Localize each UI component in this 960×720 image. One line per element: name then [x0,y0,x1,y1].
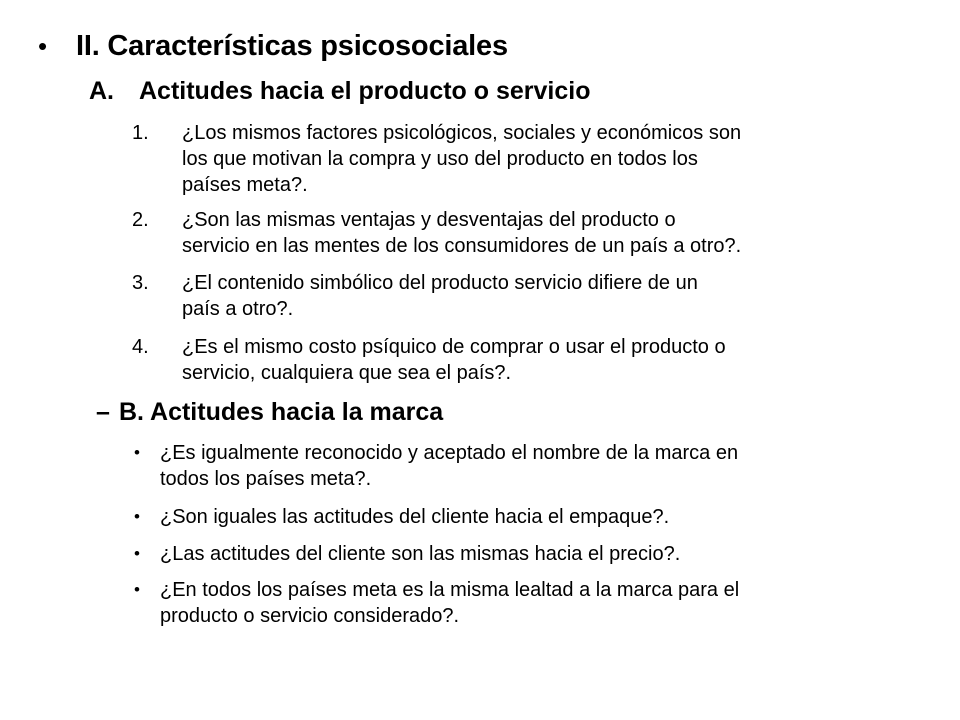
item-number: 3. [132,272,149,294]
bullet-text [160,577,932,629]
bullet-line: producto o servicio considerado?. [160,605,460,627]
bullet-item-1 [132,440,932,492]
section-b-title: B. Actitudes hacia la marca [119,398,444,426]
bullet-text [160,440,932,492]
heading-text: II. Características psicosociales [76,30,508,62]
numbered-item-1 [132,120,922,198]
bullet-text [160,504,932,530]
bullet-dot: • [134,580,140,599]
bullet-dot: • [134,443,140,462]
section-a-marker: A. [89,77,114,105]
bullet-line: ¿Es igualmente reconocido y aceptado el nombre de la marca en [160,442,739,464]
item-text [182,207,922,259]
bullet-dot: • [134,544,140,563]
item-line: servicio en las mentes de los consumidores de un país a otro?. [182,235,742,257]
item-number: 1. [132,122,149,144]
bullet-item-4 [132,577,932,629]
bullet-item-3 [132,541,932,567]
item-text [182,120,922,198]
bullet-line: ¿Son iguales las actitudes del cliente hacia el empaque?. [160,506,670,528]
bullet-item-2 [132,504,932,530]
item-line: ¿Es el mismo costo psíquico de comprar o usar el producto o [182,336,726,358]
dash-marker: – [96,398,110,426]
item-text [182,334,922,386]
item-line: ¿Los mismos factores psicológicos, sociales y económicos son [182,122,742,144]
item-text [182,270,922,322]
item-line: ¿El contenido simbólico del producto servicio difiere de un [182,272,698,294]
section-a-title: Actitudes hacia el producto o servicio [139,77,591,105]
item-line: servicio, cualquiera que sea el país?. [182,362,512,384]
section-b-heading [96,395,936,429]
item-line: los que motivan la compra y uso del producto en todos los [182,148,698,170]
item-number: 4. [132,336,149,358]
numbered-item-3 [132,270,922,322]
bullet-text [160,541,932,567]
bullet-line: ¿En todos los países meta es la misma lealtad a la marca para el [160,579,740,601]
section-a-heading [89,74,929,108]
numbered-item-2 [132,207,922,259]
item-number: 2. [132,209,149,231]
item-line: países meta?. [182,174,308,196]
bullet-line: ¿Las actitudes del cliente son las mismas hacia el precio?. [160,543,681,565]
heading-bullet: • [38,31,48,61]
numbered-item-4 [132,334,922,386]
slide-heading [36,27,936,65]
bullet-line: todos los países meta?. [160,468,372,490]
item-line: ¿Son las mismas ventajas y desventajas del producto o [182,209,676,231]
item-line: país a otro?. [182,298,294,320]
bullet-dot: • [134,507,140,526]
